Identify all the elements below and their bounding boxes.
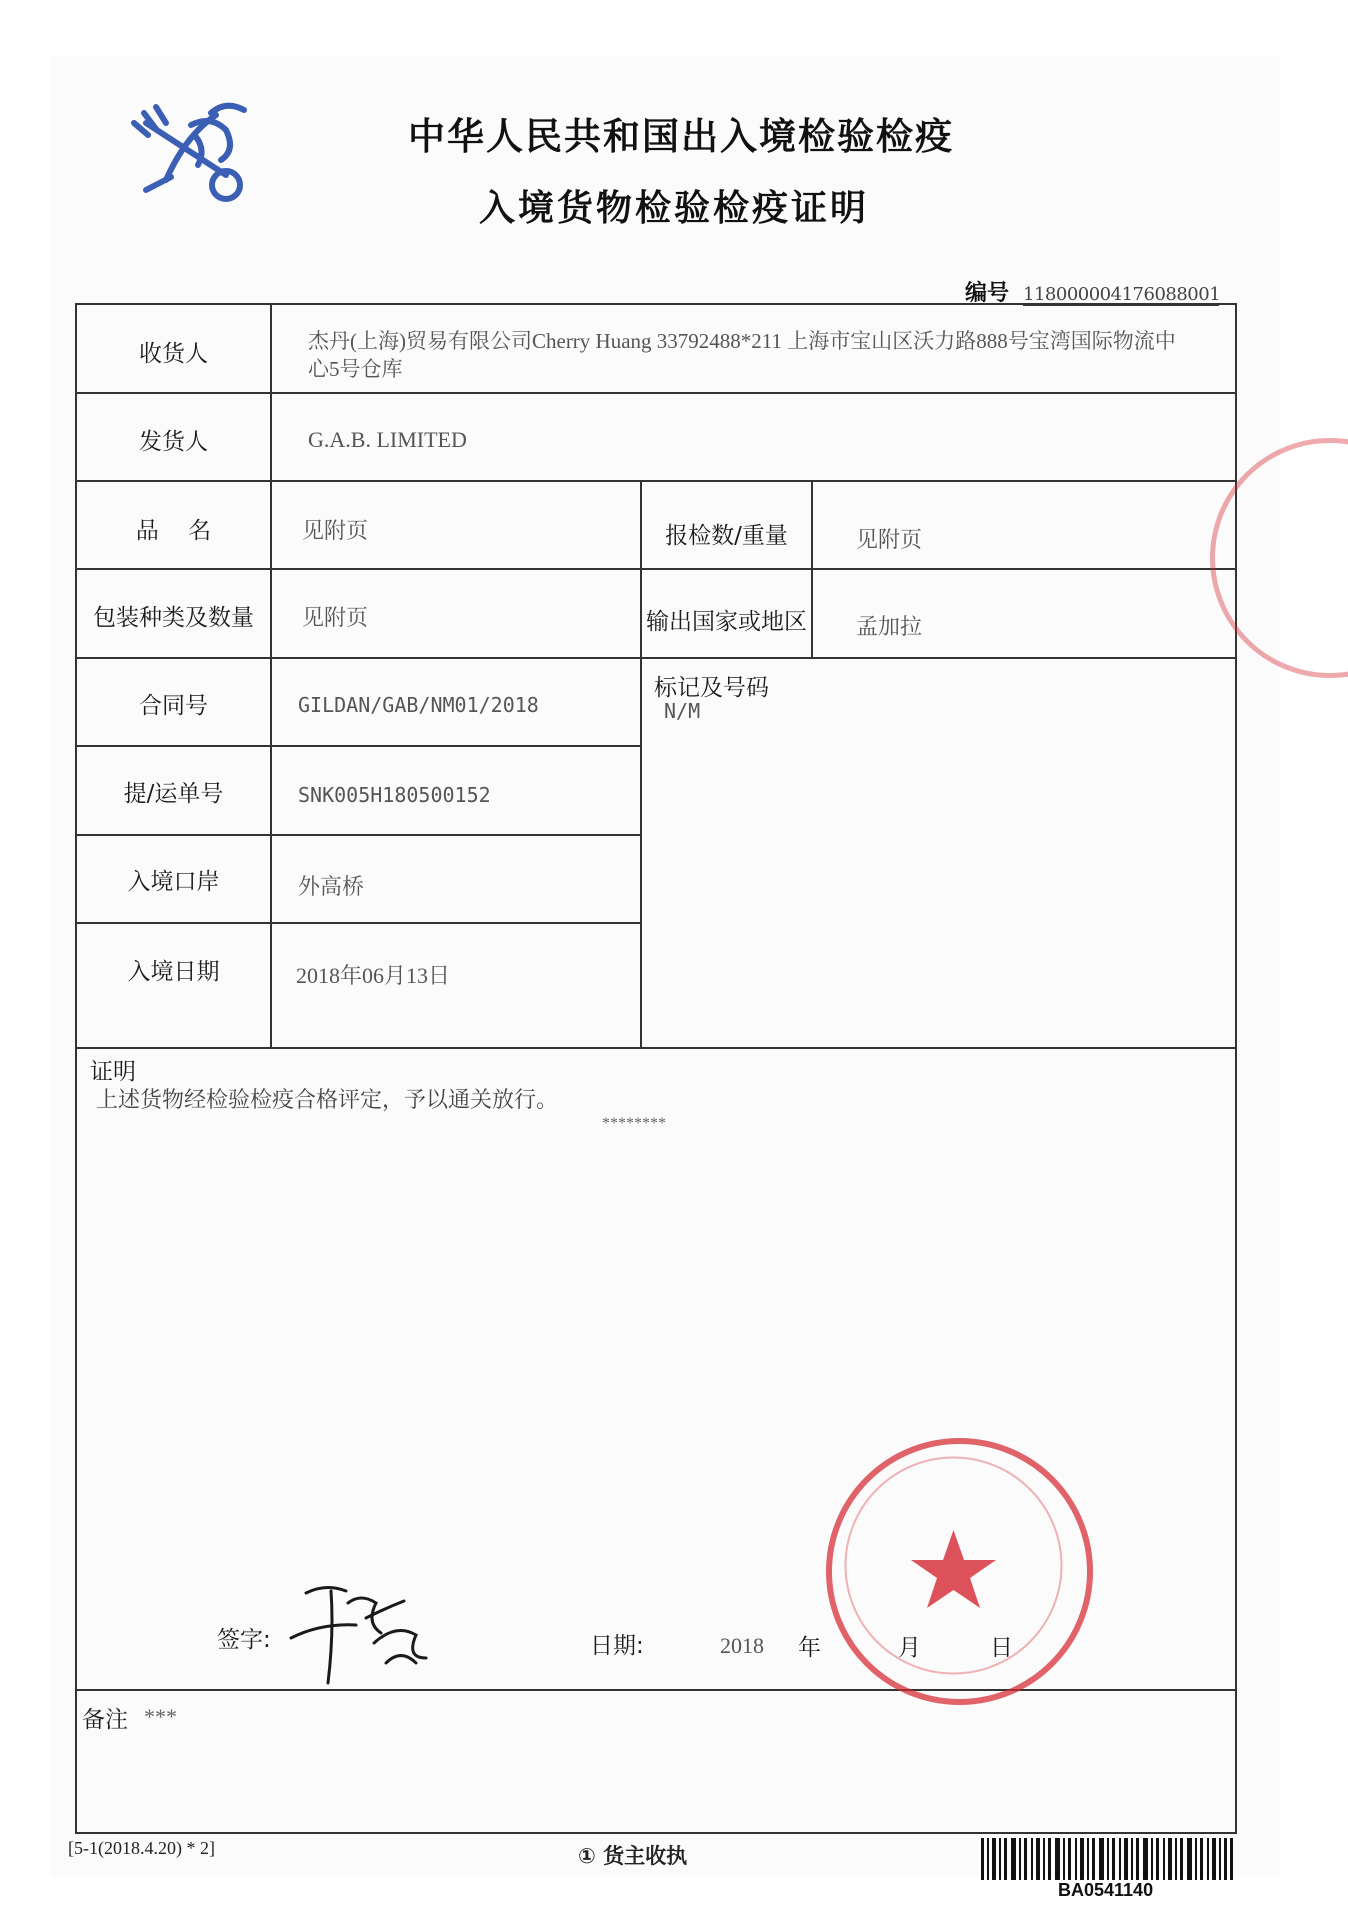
official-red-seal <box>826 1438 1093 1705</box>
consignor-label: 发货人 <box>139 429 208 455</box>
quantity-value: 见附页 <box>856 527 923 552</box>
origin-country-label: 输出国家或地区 <box>646 609 807 635</box>
copy-label: ① 货主收执 <box>578 1844 688 1868</box>
form-code: [5-1(2018.4.20) * 2] <box>68 1838 215 1858</box>
sign-date-day-unit: 日 <box>990 1635 1013 1661</box>
product-label: 品 名 <box>135 518 212 544</box>
signature-label: 签字: <box>217 1627 271 1653</box>
entry-date-label: 入境日期 <box>127 959 220 985</box>
consignee-label: 收货人 <box>139 341 208 367</box>
document-subtitle: 入境货物检验检疫证明 <box>478 188 869 229</box>
sign-date-month-unit: 月 <box>898 1635 921 1661</box>
sign-date-year-unit: 年 <box>798 1635 821 1661</box>
entry-date-value: 2018年06月13日 <box>296 963 451 988</box>
certification-label: 证明 <box>90 1059 136 1085</box>
barcode-number: BA0541140 <box>1058 1880 1154 1900</box>
consignee-value-line1: 杰丹(上海)贸易有限公司Cherry Huang 33792488*211 上海市宝山区沃力路888号宝湾国际物流中 <box>308 329 1176 353</box>
sign-date-label: 日期: <box>590 1633 644 1659</box>
consignee-value-line2: 心5号仓库 <box>308 357 403 381</box>
marks-value: N/M <box>664 699 701 723</box>
quantity-label: 报检数/重量 <box>665 523 788 549</box>
packing-label: 包装种类及数量 <box>93 605 254 631</box>
remarks-label: 备注 <box>82 1707 128 1733</box>
bill-of-lading-value: SNK005H180500152 <box>298 783 491 807</box>
marks-label: 标记及号码 <box>654 675 769 701</box>
bill-of-lading-label: 提/运单号 <box>123 781 224 807</box>
cert-no-label: 编号 <box>965 281 1010 306</box>
certification-stars: ******** <box>602 1115 666 1132</box>
contract-label: 合同号 <box>139 693 208 719</box>
origin-country-value: 孟加拉 <box>856 614 923 639</box>
product-value: 见附页 <box>302 518 369 543</box>
certification-text: 上述货物经检验检疫合格评定，予以通关放行。 <box>96 1087 559 1112</box>
contract-value: GILDAN/GAB/NM01/2018 <box>298 693 539 717</box>
packing-value: 见附页 <box>302 605 369 630</box>
cert-no-value: 118000004176088001 <box>1023 284 1221 305</box>
consignor-value: G.A.B. LIMITED <box>308 427 467 452</box>
entry-port-value: 外高桥 <box>298 874 365 899</box>
document-title: 中华人民共和国出入境检验检疫 <box>408 115 954 158</box>
handwritten-signature <box>286 1563 436 1693</box>
remarks-value: *** <box>144 1704 177 1729</box>
barcode <box>981 1838 1233 1880</box>
sign-date-year: 2018 <box>720 1633 764 1658</box>
entry-port-label: 入境口岸 <box>127 869 220 895</box>
